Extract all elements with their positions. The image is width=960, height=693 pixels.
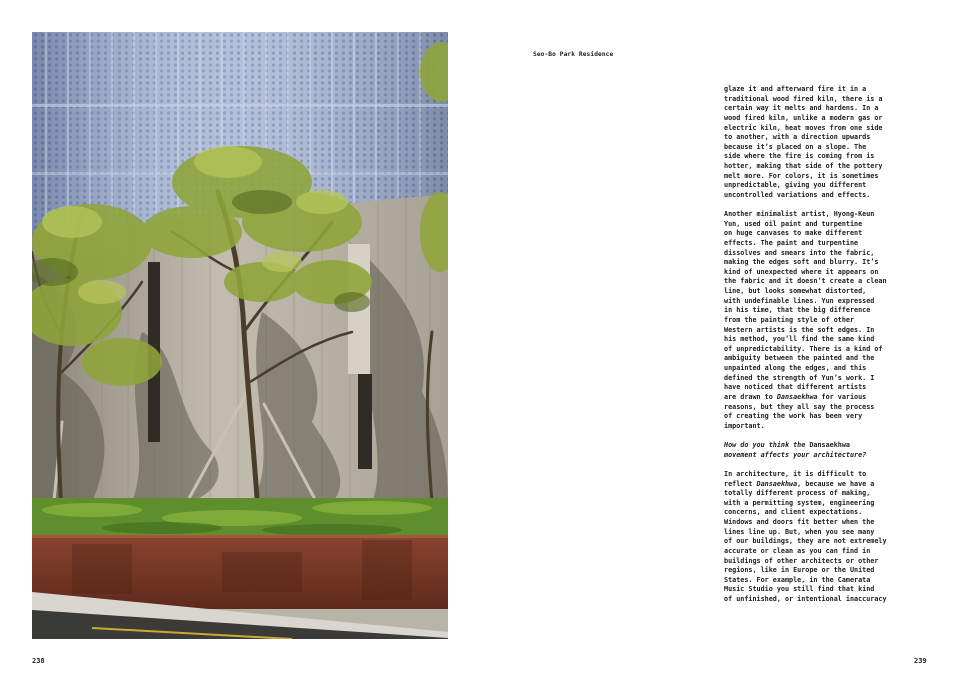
text-line: unpredictable, giving you different	[724, 181, 867, 190]
text-line: with undefinable lines. Yun expressed	[724, 296, 875, 305]
text-line: effects. The paint and turpentine	[724, 238, 859, 247]
text-line: Another minimalist artist, Hyong-Keun	[724, 210, 875, 219]
text-line: his method, you’ll find the same kind	[724, 335, 875, 344]
text-line: kind of unexpected where it appears on	[724, 267, 879, 276]
page-number-left: 238	[32, 657, 45, 665]
text-line: Western artists is the soft edges. In	[724, 325, 875, 334]
question-line	[724, 441, 894, 451]
text-line: the fabric and it doesn’t create a clean	[724, 277, 887, 286]
text-line: uncontrolled variations and effects.	[724, 190, 871, 199]
text-line: traditional wood fired kiln, there is a	[724, 94, 883, 103]
paragraph-kiln	[724, 85, 894, 201]
text-line: regions, like in Europe or the United	[724, 566, 875, 575]
text-line: defined the strength of Yun’s work. I	[724, 373, 875, 382]
text-line: certain way it melts and hardens. In a	[724, 104, 879, 113]
text-line: in his time, that the big difference	[724, 306, 871, 315]
text-line: totally different process of making,	[724, 489, 871, 498]
paragraph-architecture	[724, 470, 894, 605]
text-line: making the edges soft and blurry. It’s	[724, 258, 879, 267]
text-line: to another, with a direction upwards	[724, 133, 871, 142]
text-line-with-italic	[724, 480, 894, 490]
text-line: accurate or clean as you can find in	[724, 546, 871, 555]
text-line: from the painting style of other	[724, 315, 855, 324]
text-line: hotter, making that side of the pottery	[724, 162, 883, 170]
text-line: dissolves and smears into the fabric,	[724, 248, 875, 257]
question-line: movement affects your architecture?	[724, 450, 867, 459]
text-run: are drawn to	[724, 392, 777, 401]
text-line-with-italic	[724, 393, 894, 403]
text-line: because it’s placed on a slope. The	[724, 142, 867, 151]
text-line: ambiguity between the painted and the	[724, 354, 875, 363]
text-line: Music Studio you still find that kind	[724, 585, 875, 594]
text-line: of unfinished, or intentional inaccuracy	[724, 595, 887, 604]
text-line: wood fired kiln, unlike a modern gas or	[724, 113, 883, 122]
text-line: buildings of other architects or other	[724, 556, 879, 565]
question-italic: How do you think the	[724, 441, 806, 450]
body-text-column	[724, 85, 894, 614]
page-number-right: 239	[914, 657, 927, 665]
text-line: important.	[724, 421, 765, 430]
paragraph-yun	[724, 210, 894, 431]
question-term: Dansaekhwa	[805, 441, 850, 450]
text-line: concerns, and client expectations.	[724, 508, 863, 517]
text-line: lines line up. But, when you see many	[724, 527, 875, 536]
text-line: electric kiln, heat moves from one side	[724, 123, 883, 132]
text-line: unpainted along the edges, and this	[724, 364, 867, 373]
text-line: of unpredictability. There is a kind of	[724, 344, 883, 353]
text-run: for various	[817, 392, 867, 401]
text-line: have noticed that different artists	[724, 383, 867, 392]
text-line: line, but looks somewhat distorted,	[724, 287, 867, 296]
text-line: glaze it and afterward fire it in a	[724, 85, 867, 93]
text-run: , because we have a	[797, 479, 875, 488]
text-line: States. For example, in the Camerata	[724, 575, 871, 584]
text-line: melt more. For colors, it is sometimes	[724, 171, 879, 180]
text-line: on huge canvases to make different	[724, 229, 863, 238]
interview-question	[724, 441, 894, 460]
text-line: Yun, used oil paint and turpentine	[724, 219, 863, 228]
italic-term: Dansaekhwa	[776, 392, 818, 401]
italic-term: Dansaekhwa	[756, 479, 798, 488]
text-line: of our buildings, they are not extremely	[724, 537, 887, 546]
text-line: of creating the work has been very	[724, 412, 863, 421]
text-line: reasons, but they all say the process	[724, 402, 875, 411]
text-line: with a permitting system, engineering	[724, 498, 875, 507]
text-line: Windows and doors fit better when the	[724, 518, 875, 527]
text-line: In architecture, it is difficult to	[724, 469, 867, 478]
text-line: side where the fire is coming from is	[724, 152, 875, 161]
running-head: Seo-Bo Park Residence	[533, 51, 614, 58]
architecture-photograph	[32, 32, 448, 639]
photo-illustration	[32, 32, 448, 639]
text-run: reflect	[724, 479, 757, 488]
